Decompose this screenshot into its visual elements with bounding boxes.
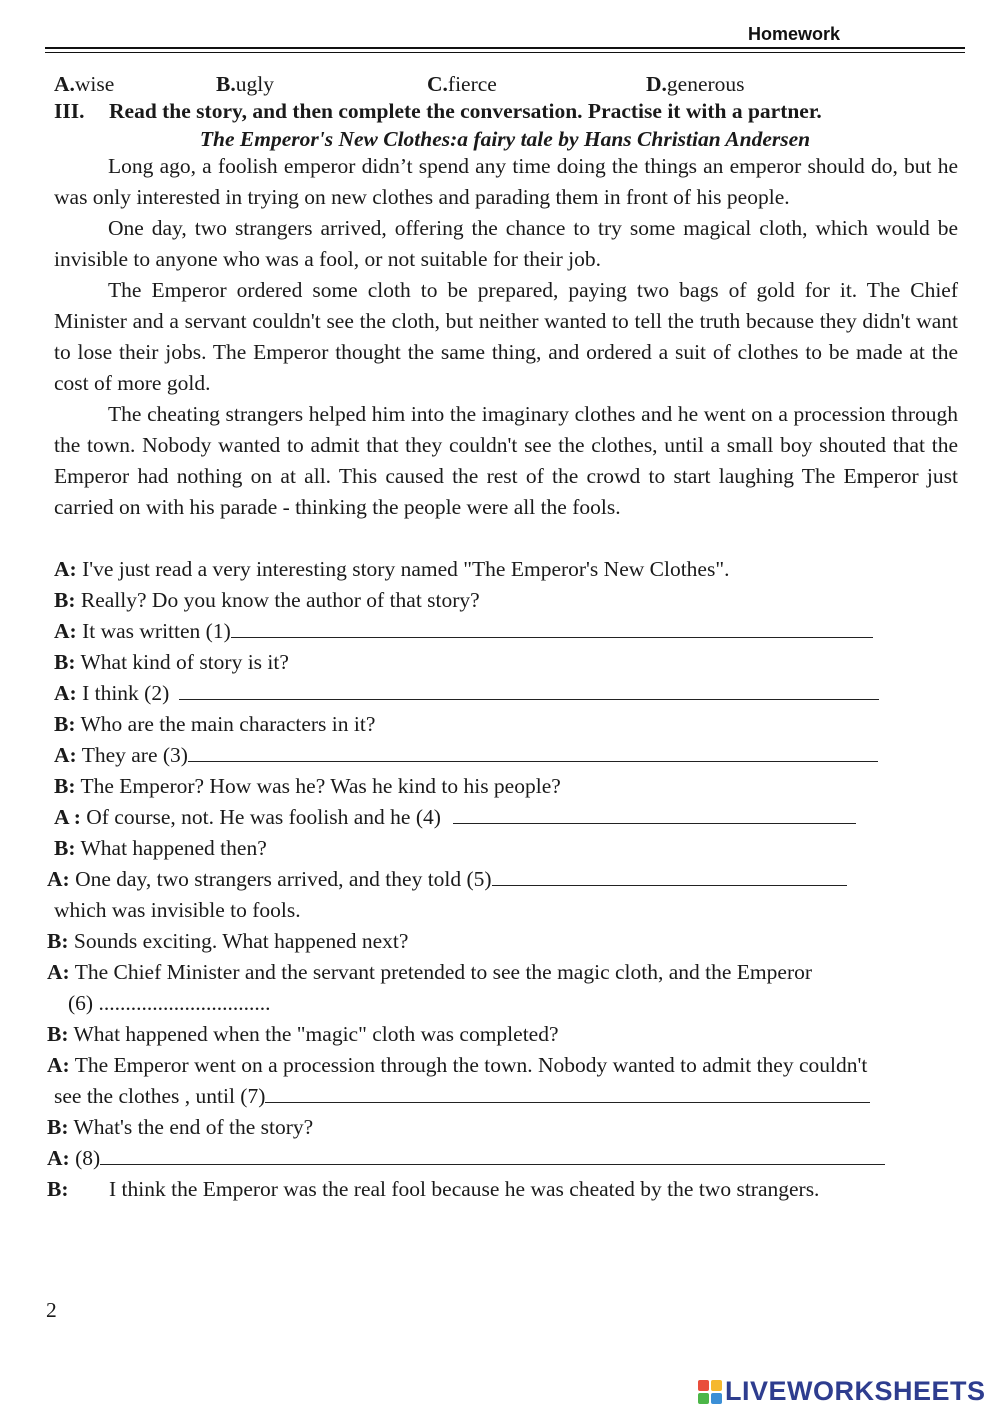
liveworksheets-logo (698, 1376, 986, 1407)
conversation-line: B: What happened then? (54, 836, 267, 860)
answer-blank-5[interactable] (492, 865, 847, 886)
conversation-line: A: (8) (47, 1143, 885, 1174)
answer-blank-3[interactable] (188, 741, 878, 762)
conversation-line: which was invisible to fools. (54, 898, 301, 922)
conversation-line: A: It was written (1) (54, 616, 873, 647)
conversation-line: A : Of course, not. He was foolish and he (4) (54, 802, 856, 833)
conversation-line: B: Sounds exciting. What happened next? (47, 929, 409, 953)
section-number: III. (54, 99, 85, 123)
conversation-line: A: The Chief Minister and the servant pretended to see the magic cloth, and the Emperor (47, 960, 813, 984)
option-b: B.ugly (216, 72, 274, 96)
conversation-line: B: Who are the main characters in it? (54, 712, 376, 736)
conversation-line: B: Really? Do you know the author of that story? (54, 588, 480, 612)
header-rule-thick (45, 47, 965, 49)
answer-blank-7[interactable] (265, 1082, 870, 1103)
answer-blank-8[interactable] (100, 1144, 885, 1165)
story-text (54, 151, 958, 523)
conversation-line: B: What's the end of the story? (47, 1115, 314, 1139)
option-d: D.generous (646, 72, 745, 96)
conversation-line: B: What kind of story is it? (54, 650, 289, 674)
answer-line-6[interactable]: (6) ................................ (68, 991, 271, 1015)
story-paragraph: The Emperor ordered some cloth to be prepared, paying two bags of gold for it. The Chief Minister and a servant couldn't see the cloth, but neither wanted to tell the truth because they didn't want to lose their jobs. The Emperor thought the same thing, and ordered a suit of clothes to be made at the cost of more gold. (54, 278, 958, 395)
conversation-line: A: I think (2) (54, 678, 879, 709)
conversation-line: B: The Emperor? How was he? Was he kind to his people? (54, 774, 561, 798)
header-rule-thin (45, 52, 965, 53)
conversation-line: see the clothes , until (7) (54, 1081, 870, 1112)
story-paragraph: One day, two strangers arrived, offering the chance to try some magical cloth, which would be invisible to anyone who was a fool, or not suitable for their job. (54, 216, 958, 271)
answer-blank-4[interactable] (453, 803, 856, 824)
conversation-line: B: What happened when the "magic" cloth was completed? (47, 1022, 559, 1046)
conversation-line: A: I've just read a very interesting story named "The Emperor's New Clothes". (54, 557, 730, 581)
answer-blank-2[interactable] (179, 679, 879, 700)
conversation-line: B: I think the Emperor was the real fool because he was cheated by the two strangers. (47, 1177, 820, 1201)
option-c: C.fierce (427, 72, 497, 96)
story-paragraph: Long ago, a foolish emperor didn’t spend any time doing the things an emperor should do, but he was only interested in trying on new clothes and parading them in front of his people. (54, 154, 958, 209)
liveworksheets-logo-icon (698, 1380, 722, 1404)
conversation-line: A: They are (3) (54, 740, 878, 771)
section-heading (54, 99, 822, 124)
conversation-line: A: The Emperor went on a procession through the town. Nobody wanted to admit they couldn't (47, 1053, 868, 1077)
story-title: The Emperor's New Clothes:a fairy tale by Hans Christian Andersen (199, 127, 811, 151)
page-number: 2 (46, 1298, 57, 1322)
option-a: A.wise (54, 72, 115, 96)
story-paragraph: The cheating strangers helped him into the imaginary clothes and he went on a procession through the town. Nobody wanted to admit that they couldn't see the clothes, until a small boy shouted that the Emperor had nothing on at all. This caused the rest of the crowd to start laughing The Emperor just carried on with his parade - thinking the people were all the fools. (54, 402, 958, 519)
answer-blank-1[interactable] (231, 617, 873, 638)
liveworksheets-logo-text: LIVEWORKSHEETS (725, 1376, 986, 1406)
conversation-line: A: One day, two strangers arrived, and they told (5) (47, 864, 847, 895)
page-header-label: Homework (748, 24, 841, 44)
section-instruction: Read the story, and then complete the conversation. Practise it with a partner. (109, 99, 822, 123)
